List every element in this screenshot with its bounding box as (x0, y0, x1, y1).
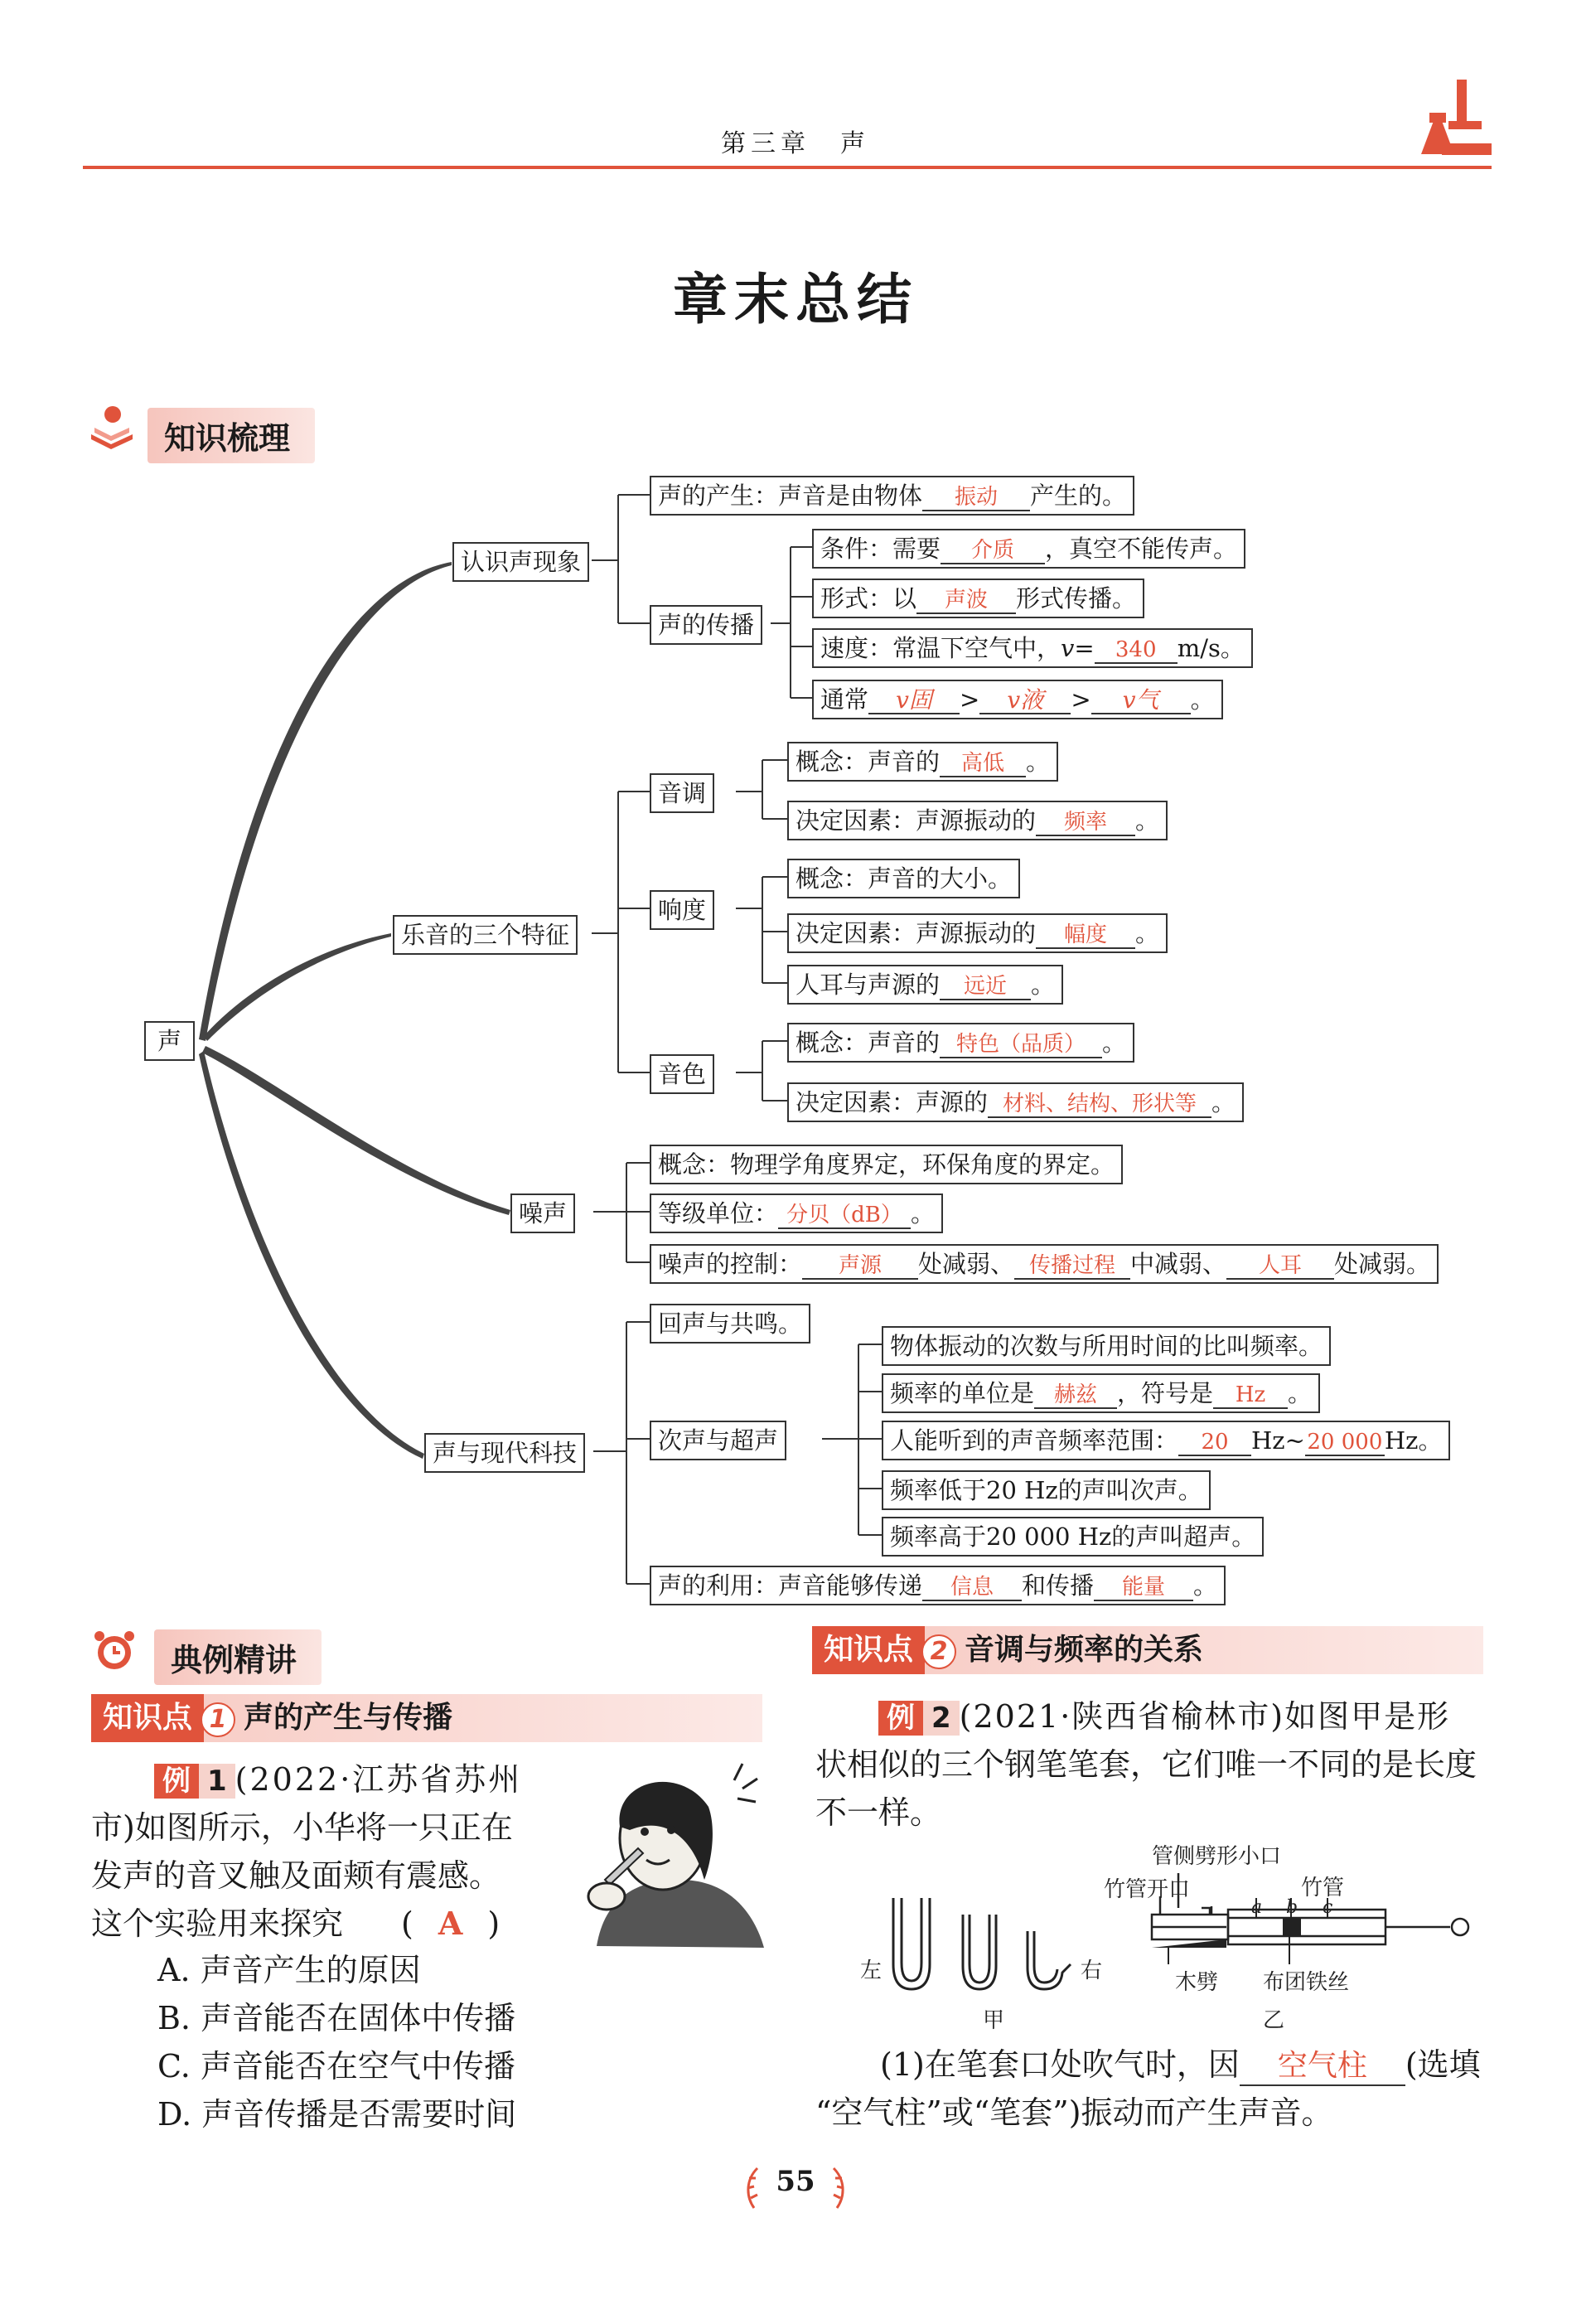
node-pitch: 音调 (650, 773, 714, 813)
node-infra-ultra: 次声与超声 (650, 1421, 786, 1460)
node-noise-concept: 概念：物理学角度界定，环保角度的界定。 (650, 1145, 1123, 1184)
node-loudness-concept: 概念：声音的大小。 (787, 859, 1020, 898)
chapter-header: 第三章 声 (721, 129, 870, 158)
node-sound-use: 声的利用：声音能够传递 信息 和传播 能量 。 (650, 1566, 1226, 1605)
node-noise-control: 噪声的控制： 声源 处减弱、 传播过程 中减弱、 人耳 处减弱。 (650, 1244, 1439, 1284)
node-freq-range: 人能听到的声音频率范围： 20 Hz~20 000Hz。 (882, 1421, 1450, 1460)
node-timbre-concept: 概念：声音的 特色（品质） 。 (787, 1023, 1134, 1063)
label-cloth: 布团铁丝 (1263, 1970, 1350, 1995)
bamboo-flute-figure-yi (1102, 1832, 1475, 2039)
label-wood: 木劈 (1175, 1970, 1219, 1995)
node-form: 形式：以 声波 形式传播。 (812, 579, 1144, 618)
svg-text:c: c (1323, 1897, 1333, 1918)
option-a: A. 声音产生的原因 (157, 1952, 421, 1988)
node-loudness-factor: 决定因素：声源振动的 幅度 。 (787, 913, 1168, 953)
node-freq-unit: 频率的单位是 赫兹 ，符号是 Hz 。 (882, 1373, 1320, 1413)
alarm-clock-icon (89, 1626, 141, 1678)
node-usual-speed: 通常 v固 > v液 > v气 。 (812, 680, 1223, 719)
option-b: B. 声音能否在固体中传播 (157, 2000, 516, 2036)
node-loudness-distance: 人耳与声源的 远近 。 (787, 965, 1063, 1005)
answer-1: A (438, 1905, 463, 1942)
option-d: D. 声音传播是否需要时间 (157, 2096, 517, 2133)
label-right: 右 (1081, 1958, 1103, 1983)
answer-2-1: 空气柱 (1240, 2048, 1405, 2086)
example-1-options (157, 1946, 516, 2138)
branch-noise: 噪声 (510, 1193, 575, 1233)
node-loudness: 响度 (650, 890, 714, 930)
label-open: 竹管开口 (1104, 1877, 1191, 1902)
node-timbre-factor: 决定因素：声源的 材料、结构、形状等 。 (787, 1082, 1244, 1122)
node-ultrasound: 频率高于20 000 Hz的声叫超声。 (882, 1517, 1264, 1557)
knowledge-point-2-banner: 知识点 2 音调与频率的关系 (812, 1626, 1483, 1674)
example-2-question-1-cont: “空气柱”或“笔套”)振动而产生声音。 (815, 2094, 1333, 2131)
root-node: 声 (144, 1021, 195, 1061)
node-freq-def: 物体振动的次数与所用时间的比叫频率。 (882, 1326, 1331, 1366)
node-sound-production: 声的产生：声音是由物体 振动 产生的。 (650, 476, 1134, 516)
node-echo: 回声与共鸣。 (650, 1304, 810, 1344)
example-1: 例 1 (2022·江苏省苏州 市)如图所示，小华将一只正在 发声的音叉触及面颊有震感。 这个实验用来探究 ( A ) (91, 1761, 523, 1942)
node-condition: 条件：需要 介质 ，真空不能传声。 (812, 529, 1245, 569)
page-title: 章末总结 (673, 268, 918, 332)
label-yi: 乙 (1263, 2008, 1285, 2033)
node-pitch-factor: 决定因素：声源振动的 频率 。 (787, 801, 1168, 840)
node-sound-propagation: 声的传播 (650, 605, 762, 645)
node-infrasound: 频率低于20 Hz的声叫次声。 (882, 1470, 1211, 1510)
pen-caps-figure-jia (854, 1832, 1135, 2039)
option-c: C. 声音能否在空气中传播 (157, 2048, 515, 2084)
label-left: 左 (860, 1958, 883, 1983)
node-speed: 速度：常温下空气中，v= 340 m/s。 (812, 628, 1253, 668)
example-2-question-1: (1)在笔套口处吹气时，因 空气柱 (选填 (880, 2041, 1510, 2089)
page-number: 55 (776, 2165, 815, 2198)
branch-modern-tech: 声与现代科技 (424, 1433, 585, 1473)
branch-music-features: 乐音的三个特征 (393, 915, 578, 955)
label-tube: 竹管 (1301, 1876, 1345, 1900)
svg-text:a: a (1251, 1897, 1263, 1918)
label-jia: 甲 (983, 2008, 1005, 2033)
node-noise-unit: 等级单位： 分贝（dB） 。 (650, 1193, 943, 1233)
branch-recognize-sound: 认识声现象 (452, 542, 589, 582)
example-2: 例 2 (2021·陕西省榆林市)如图甲是形 状相似的三个钢笔笔套，它们唯一不同的是长度 不一样。 (815, 1698, 1477, 1831)
node-timbre: 音色 (650, 1054, 714, 1094)
section-knowledge: 知识梳理 (147, 408, 315, 463)
girl-tuning-fork-illustration (572, 1755, 771, 1954)
node-pitch-concept: 概念：声音的 高低 。 (787, 742, 1058, 782)
label-slot: 管侧劈形小口 (1152, 1844, 1282, 1869)
section-examples: 典例精讲 (154, 1629, 322, 1685)
knowledge-point-1-banner: 知识点 1 声的产生与传播 (91, 1694, 762, 1742)
svg-text:b: b (1286, 1897, 1298, 1918)
